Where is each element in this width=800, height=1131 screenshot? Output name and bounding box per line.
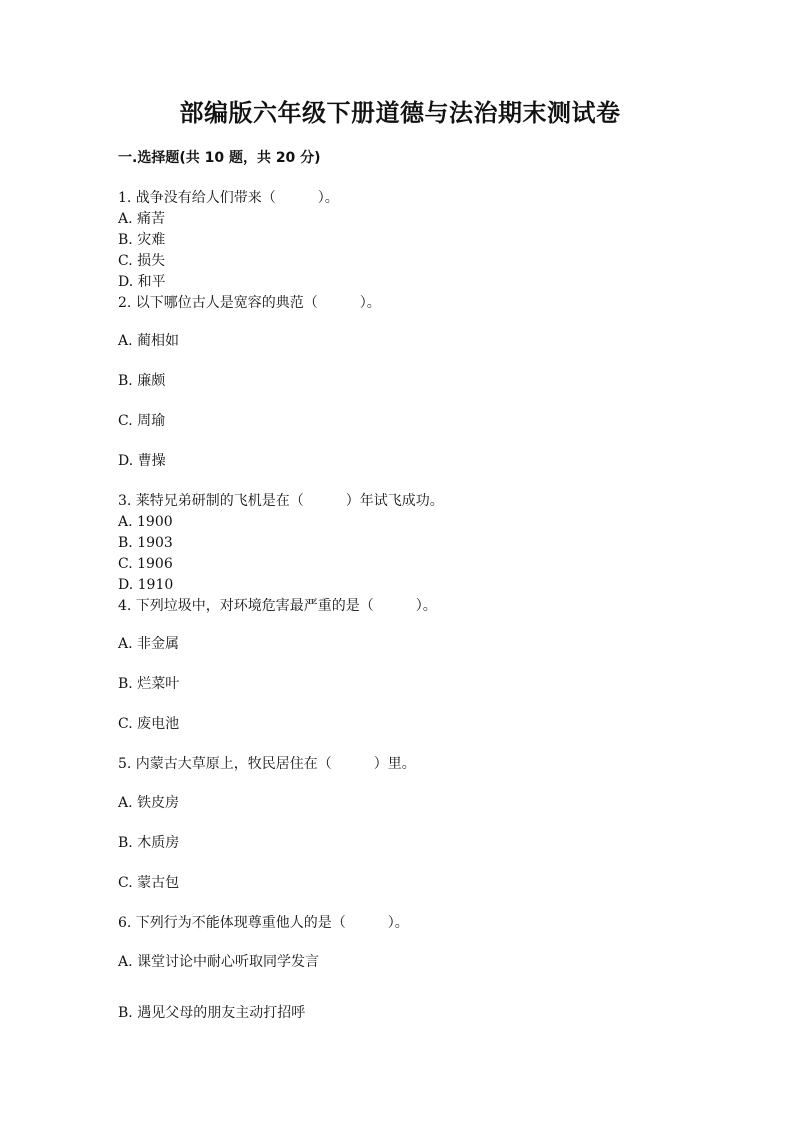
option: A. 课堂讨论中耐心听取同学发言 — [118, 954, 320, 970]
question-stem: 3. 莱特兄弟研制的飞机是在（ ）年试飞成功。 — [118, 493, 444, 509]
question-stem: 4. 下列垃圾中，对环境危害最严重的是（ ）。 — [118, 598, 437, 614]
option: D. 曹操 — [118, 453, 166, 469]
option: C. 周瑜 — [118, 413, 166, 429]
page-title: 部编版六年级下册道德与法治期末测试卷 — [179, 99, 621, 127]
option: C. 废电池 — [118, 716, 180, 732]
option: A. 1900 — [118, 514, 173, 530]
option: C. 蒙古包 — [118, 875, 180, 891]
option: B. 1903 — [118, 535, 173, 551]
option: A. 铁皮房 — [118, 795, 180, 811]
option: B. 遇见父母的朋友主动打招呼 — [118, 1005, 306, 1021]
section-heading: 一.选择题(共 10 题，共 20 分) — [118, 150, 321, 166]
option: D. 1910 — [118, 577, 174, 593]
option: D. 和平 — [118, 274, 166, 290]
option: B. 灾难 — [118, 232, 166, 248]
option: C. 1906 — [118, 556, 173, 572]
option: A. 痛苦 — [118, 211, 166, 227]
option: B. 木质房 — [118, 835, 180, 851]
question-stem: 5. 内蒙古大草原上，牧民居住在（ ）里。 — [118, 756, 416, 772]
question-stem: 1. 战争没有给人们带来（ ）。 — [118, 190, 339, 206]
question-stem: 2. 以下哪位古人是宽容的典范（ ）。 — [118, 295, 381, 311]
option: A. 非金属 — [118, 636, 180, 652]
option: A. 蔺相如 — [118, 333, 180, 349]
option: B. 廉颇 — [118, 373, 166, 389]
option: B. 烂菜叶 — [118, 676, 180, 692]
question-stem: 6. 下列行为不能体现尊重他人的是（ ）。 — [118, 915, 409, 931]
option: C. 损失 — [118, 253, 166, 269]
